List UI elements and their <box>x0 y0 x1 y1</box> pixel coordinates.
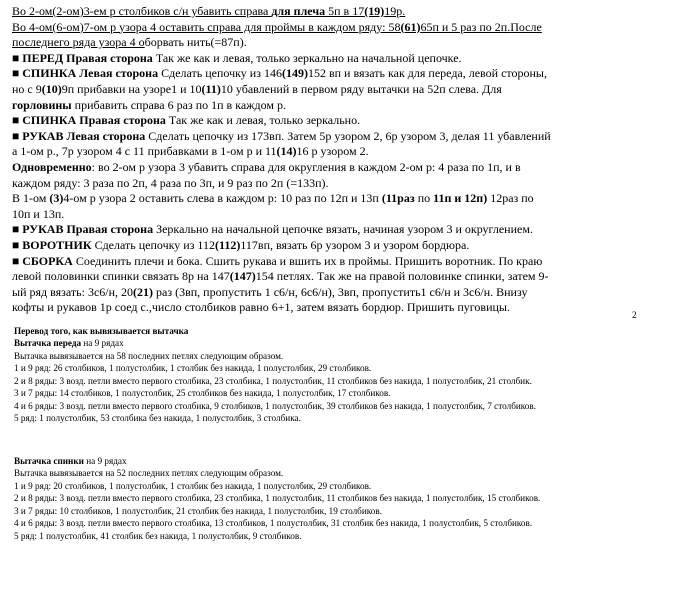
text-line: Во 2-ом(2-ом)3-ем р столбиков с/н убавить справа для плеча 5п в 17(19)19р. <box>12 4 406 18</box>
text-line: левой половинки спинки связать 8р на 147(147)154 петлях. Так же на правой половинке спинки, затем 9- <box>12 269 549 284</box>
knitting-instructions <box>12 4 692 316</box>
text-line: последнего ряда узора 4 оборвать нить(=87п). <box>12 35 247 50</box>
section-back-left: ■ СПИНКА Левая сторона Сделать цепочку из 146(149)152 вп и вязать как для переда, левой стороны, <box>12 66 547 81</box>
text-line: ый ряд вязать: 3с6/н, 20(21) раз (3вп, пропустить 1 с6/н, 6с6/н), 3вп, пропустить1 с6/н и 3с6/н. Внизу <box>12 284 528 299</box>
text-line: 10п и 13п. <box>12 206 65 221</box>
text-line: Одновременно: во 2-ом р узора 3 убавить справа для округления в каждом 2-ом р: 4 раза по 1п, и в <box>12 159 521 174</box>
row-instruction: 4 и 6 ряды: 3 возд. петли вместо первого столбика, 13 столбиков, 1 полустолбик, 31 столбик без накида, 1 полустолбик, 5 столбиков. <box>14 518 533 529</box>
row-instruction: 2 и 8 ряды: 3 возд. петли вместо первого столбика, 23 столбика, 1 полустолбик, 11 столбиков без накида, 1 полустолбик, 15 столбиков. <box>14 493 541 504</box>
row-instruction: 2 и 8 ряды: 3 возд. петли вместо первого столбика, 23 столбика, 1 полустолбик, 11 столбиков без накида, 1 полустолбик, 21 столбик. <box>14 375 532 386</box>
section-collar: ■ ВОРОТНИК Сделать цепочку из 112(112)117вп, вязать 6р узором 3 и узором бордюра. <box>12 237 470 252</box>
back-dart-section <box>14 455 694 542</box>
text-line: горловины прибавить справа 6 раз по 1п в каждом р. <box>12 97 286 112</box>
section-assembly: ■ СБОРКА Соединить плечи и бока. Сшить рукава и вшить их в проймы. Пришить воротник. По краю <box>12 253 543 268</box>
text-line: В 1-ом (3)4-ом р узора 2 оставить слева в каждом р: 10 раз по 12п и 13п (11раз по 11п и 12п) 12раз по <box>12 191 534 206</box>
text-line: но с 9(10)9п прибавки на узоре1 и 10(11)10 убавлений в первом ряду вытачки на 52п слева. Для <box>12 81 502 96</box>
section-intro: Вытачка вывязывается на 52 последних петлях следующим образом. <box>14 468 284 479</box>
row-instruction: 1 и 9 ряд: 20 столбиков, 1 полустолбик, 1 столбик без накида, 1 полустолбик, 29 столбиков. <box>14 480 372 491</box>
section-sleeve-right: ■ РУКАВ Правая сторона Зеркально на начальной цепочке вязать, начиная узором 3 и округлением. <box>12 222 533 237</box>
section-sleeve-left: ■ РУКАВ Левая сторона Сделать цепочку из 173вп. Затем 5р узором 2, 6р узором 3, делая 11 убавлений <box>12 128 551 143</box>
section-back-right: ■ СПИНКА Правая сторона Так же как и левая, только зеркально. <box>12 113 361 128</box>
row-instruction: 5 ряд: 1 полустолбик, 41 столбик без накида, 1 полустолбик, 9 столбиков. <box>14 530 302 541</box>
row-instruction: 3 и 7 ряды: 14 столбиков, 1 полустолбик, 25 столбиков без накида, 1 полустолбик, 17 столбиков. <box>14 388 391 399</box>
row-instruction: 5 ряд: 1 полустолбик, 53 столбика без накида, 1 полустолбик, 3 столбика. <box>14 413 301 424</box>
text-line: а 1-ом р., 7р узором 4 с 11 прибавками в 1-ом р и 11(14)16 р узором 2. <box>12 144 369 159</box>
row-instruction: 4 и 6 ряды: 3 возд. петли вместо первого столбика, 9 столбиков, 1 полустолбик, 39 столбиков без накида, 1 полустолбик, 7 столбиков. <box>14 400 537 411</box>
text-line: Во 4-ом(6-ом)7-ом р узора 4 оставить справа для проймы в каждом ряду: 58(61)65п и 5 раз по 2п.После <box>12 19 542 34</box>
section-intro: Вытачка вывязывается на 58 последних петлях следующим образом. <box>14 350 284 361</box>
section-subtitle: Вытачка переда на 9 рядах <box>14 338 124 349</box>
section-subtitle: Вытачка спинки на 9 рядах <box>14 456 127 466</box>
section-front-right: ■ ПЕРЕД Правая сторона Так же как и левая, только зеркально на начальной цепочке. <box>12 50 462 65</box>
page-number: 2 <box>632 311 637 321</box>
text-line: кофты и рукавов 1р соед с.,число столбиков равно 6+1, затем вязать бордюр. Пришить пуговицы. <box>12 300 510 315</box>
row-instruction: 1 и 9 ряд: 26 столбиков, 1 полустолбик, 1 столбик без накида, 1 полустолбик, 29 столбиков. <box>14 363 372 374</box>
front-dart-section <box>14 325 694 425</box>
row-instruction: 3 и 7 ряды: 10 столбиков, 1 полустолбик, 21 столбик без накида, 1 полустолбик, 19 столбиков. <box>14 505 382 516</box>
section-title: Перевод того, как вывязывается вытачка <box>14 326 189 336</box>
text-line: каждом ряду: 3 раза по 2п, 4 раза по 3п, и 9 раз по 2п (=133п). <box>12 175 329 190</box>
